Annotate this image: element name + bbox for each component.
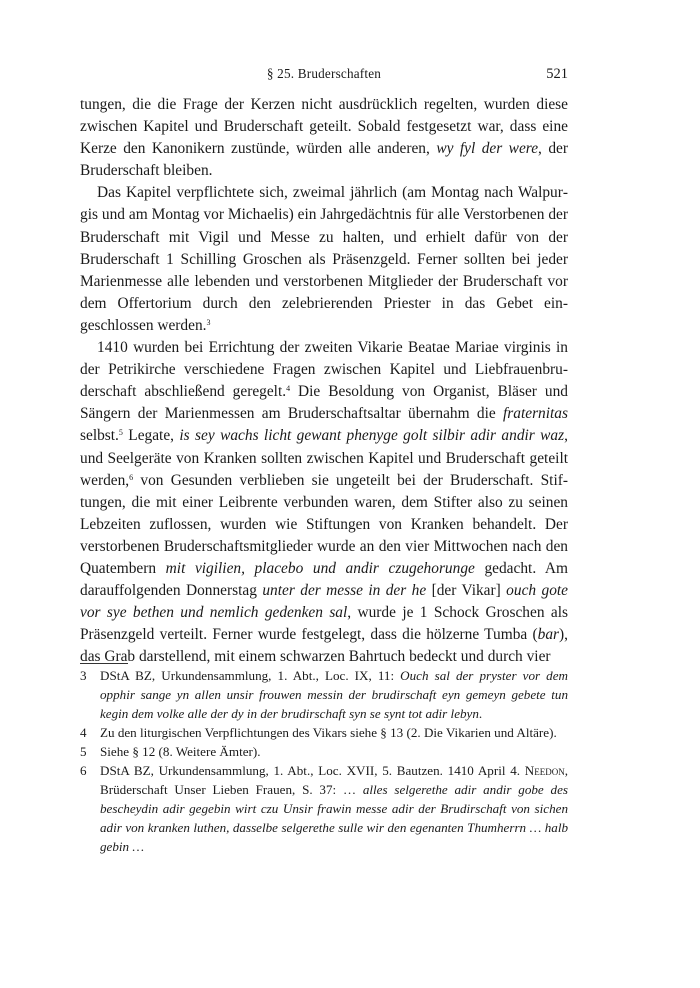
text-run: Die Besoldung von Organist, Bläser und Sängern der Marienmessen am Bruderschaftsaltar übernahm die [80,383,568,423]
text-run: , wurde je 1 Schock Groschen als Präsenzgeld verteilt. Ferner wurde festgelegt, dass die hölzerne Tumba ( [80,604,568,644]
footnote-ref: 4 [286,384,291,394]
italic-text: bar [537,626,560,644]
footnote-number: 5 [80,744,87,759]
footnote-divider [80,663,128,664]
italic-text: unter der messe in der he [262,582,427,600]
text-run: Legate, [122,427,180,445]
paragraph [80,337,568,668]
text-run: . [478,706,483,721]
footnote-text [100,763,568,854]
italic-text: fraternitas [503,405,568,423]
text-run: 1410 wurden bei Errichtung der zweiten Vikarie Beatae Mariae virginis in der Petrikirche verschiedene Fragen zwischen Kapitel und Liebfrauenbruderschaft abschließend geregelt. [80,339,568,401]
footnote [80,723,568,742]
footnote [80,666,568,723]
footnote-ref: 3 [206,317,211,327]
italic-text: alles selgerethe adir andir gobe des bescheydin adir gegebin wirt czu Unsir frawin messe adir der Brudirschaft von sichen adir von kranken luthen, dasselbe selgerethe sulle wir den egenanten Thumherrn … halb gebin … [100,782,568,854]
footnotes [80,666,568,856]
footnote-number: 3 [80,668,87,683]
italic-text: is sey wachs licht gewant phenyge golt silbir adir andir waz [179,427,565,445]
text-run: Das Kapitel verpflichtete sich, zweimal jährlich (am Montag nach Walpurgis und am Montag vor Michaelis) ein Jahrgedächtnis für alle Verstorbenen der Bruderschaft mit Vigil und Messe zu halten, und erhielt dafür von der Bruderschaft 1 Schilling Groschen als Präsenzgeld. Ferner sollten bei jeder Marienmesse alle lebenden und verstorbenen Mitglieder der Bruderschaft vor dem Offertorium durch den zelebrierenden Priester in das Gebet eingeschlossen werden. [80,184,568,334]
running-head [80,66,568,86]
text-run: tungen, die die Frage der Kerzen nicht ausdrücklich regelten, wurden diese zwischen Kapitel und Bruderschaft geteilt. Sobald festgesetzt war, dass eine Kerze den Kanonikern zustünde, würden alle anderen, [80,96,568,158]
footnote-number: 4 [80,725,87,740]
footnote-ref: 5 [118,428,123,438]
italic-text: ouch gote vor sye bethen und nemlich gedenken sal [80,582,568,622]
running-title: § 25. Bruderschaften [266,66,382,81]
text-run: gedacht. Am darauffolgenden Donnerstag [80,559,569,600]
footnote-text [100,668,568,721]
footnote-text [100,725,557,740]
text-run: DStA BZ, Urkundensammlung, 1. Abt., Loc. XVII, 5. Bautzen. 1410 April 4. [100,763,525,778]
footnote-text [100,744,261,759]
text-run: [der Vikar] [426,582,507,600]
footnote-number: 6 [80,763,87,778]
page-number: 521 [546,66,568,82]
text-run: DStA BZ, Urkundensammlung, 1. Abt., Loc. IX, 11: [100,668,401,683]
footnote-ref: 6 [129,472,134,482]
text-run: von Gesunden verblieben sie ungeteilt bei der Bruderschaft. Stiftungen, die mit einer Leibrente verbunden waren, dem Stifter also zu seinen Lebzeiten zuflossen, wurden wie Stiftungen von Kranken behandelt. Der verstorbenen Bruderschaftsmitglieder wurde an den vier Mittwochen nach den Quatembern [80,471,568,577]
text-run: , der Bruderschaft bleiben. [80,140,568,180]
italic-text: Ouch sal der pryster vor dem opphir sange yn allen unsir frouwen messin der brudirschaft eyn gemeyn gebete tun kegin dem volke alle der dy in der brudirschaft syn se synt tot adir lebyn [100,668,568,721]
text-run: , Brüderschaft Unser Lieben Frauen, S. 37: … [100,763,568,797]
text-run: selbst. [80,427,119,445]
text-run: , und Seelgeräte von Kranken sollten zwischen Kapitel und Bruderschaft geteilt werden, [80,427,568,489]
paragraph [80,182,568,337]
italic-text: mit vigilien, placebo und andir czugehorunge [165,559,475,577]
footnote [80,761,568,856]
italic-text: wy fyl der were [436,140,539,158]
body-text [80,94,568,668]
author-name: Needon [524,763,565,778]
text-run: Siehe § 12 (8. Weitere Ämter). [100,744,261,759]
paragraph [80,94,568,182]
footnote [80,742,568,761]
text-run: ), das Grab darstellend, mit einem schwarzen Bahrtuch bedeckt und durch vier [80,626,568,666]
text-run: Zu den liturgischen Verpflichtungen des Vikars siehe § 13 (2. Die Vikarien und Altäre). [100,725,557,740]
